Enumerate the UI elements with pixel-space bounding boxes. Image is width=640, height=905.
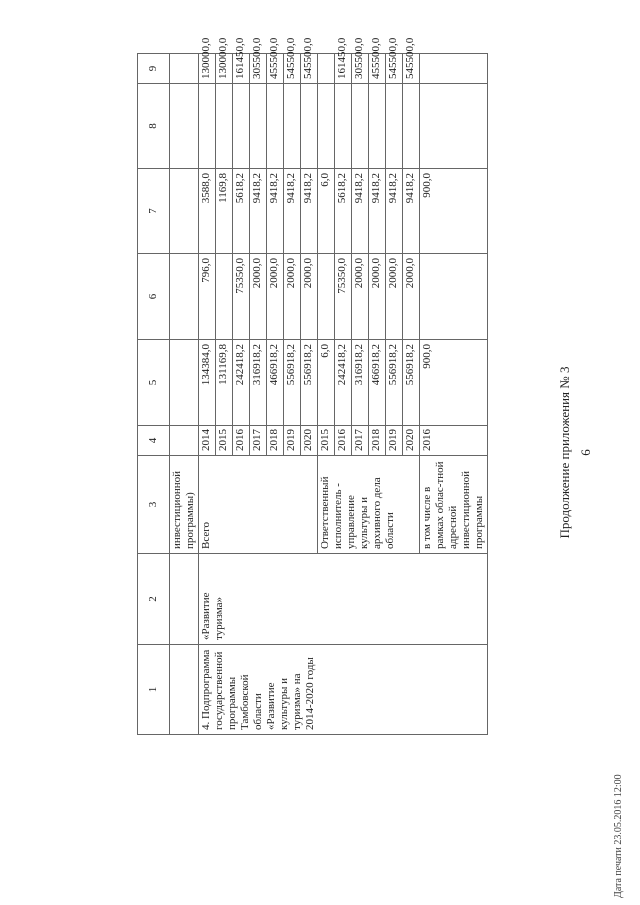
amount-cell: 134384,0 bbox=[199, 340, 216, 426]
subprogram-name-cell: «Развитие туризма» bbox=[199, 554, 488, 645]
print-date: Дата печати 23.05.2016 12:00 bbox=[613, 774, 624, 898]
amount-cell bbox=[284, 84, 301, 169]
year-cell: 2015 bbox=[216, 426, 233, 456]
year-cell: 2017 bbox=[352, 426, 369, 456]
section-label-cell: Всего bbox=[199, 456, 318, 554]
amount-cell: 556918,2 bbox=[386, 340, 403, 426]
amount-cell bbox=[318, 84, 335, 169]
amount-cell: 75350,0 bbox=[233, 254, 250, 340]
year-cell: 2019 bbox=[386, 426, 403, 456]
amount-cell: 796,0 bbox=[199, 254, 216, 340]
amount-cell: 466918,2 bbox=[369, 340, 386, 426]
amount-cell: 6,0 bbox=[318, 169, 335, 254]
amount-cell bbox=[335, 84, 352, 169]
amount-cell: 900,0 bbox=[420, 169, 488, 254]
amount-cell: 3588,0 bbox=[199, 169, 216, 254]
table-row bbox=[199, 54, 216, 735]
amount-cell: 545500,0 bbox=[403, 54, 420, 84]
amount-cell bbox=[318, 254, 335, 340]
amount-cell bbox=[420, 54, 488, 84]
year-cell: 2020 bbox=[301, 426, 318, 456]
amount-cell: 242418,2 bbox=[335, 340, 352, 426]
continuation-row bbox=[170, 54, 199, 735]
amount-cell: 9418,2 bbox=[386, 169, 403, 254]
amount-cell: 9418,2 bbox=[267, 169, 284, 254]
header-row bbox=[138, 54, 170, 735]
amount-cell: 130000,0 bbox=[216, 54, 233, 84]
amount-cell bbox=[216, 254, 233, 340]
section-label-cell: Ответственный исполнитель - управление культуры и архивного дела области bbox=[318, 456, 420, 554]
amount-cell: 2000,0 bbox=[386, 254, 403, 340]
amount-cell: 316918,2 bbox=[250, 340, 267, 426]
year-cell: 2017 bbox=[250, 426, 267, 456]
header-cell: 8 bbox=[138, 84, 170, 169]
amount-cell: 9418,2 bbox=[403, 169, 420, 254]
amount-cell: 131169,8 bbox=[216, 340, 233, 426]
header-cell: 6 bbox=[138, 254, 170, 340]
page-number: 6 bbox=[578, 449, 593, 456]
header-cell: 5 bbox=[138, 340, 170, 426]
year-cell: 2014 bbox=[199, 426, 216, 456]
amount-cell: 5618,2 bbox=[233, 169, 250, 254]
amount-cell: 900,0 bbox=[420, 340, 488, 426]
year-cell: 2016 bbox=[420, 426, 488, 456]
amount-cell: 556918,2 bbox=[301, 340, 318, 426]
amount-cell bbox=[216, 84, 233, 169]
amount-cell: 2000,0 bbox=[301, 254, 318, 340]
amount-cell: 545500,0 bbox=[301, 54, 318, 84]
amount-cell: 556918,2 bbox=[284, 340, 301, 426]
amount-cell: 6,0 bbox=[318, 340, 335, 426]
amount-cell: 455500,0 bbox=[267, 54, 284, 84]
appendix-continuation-heading: Продолжение приложения № 3 bbox=[557, 366, 572, 539]
amount-cell bbox=[420, 84, 488, 169]
header-cell: 1 bbox=[138, 645, 170, 735]
amount-cell: 455500,0 bbox=[369, 54, 386, 84]
amount-cell: 9418,2 bbox=[284, 169, 301, 254]
amount-cell: 9418,2 bbox=[352, 169, 369, 254]
subprogram-title-cell: 4. Подпрограмма государственной программы Тамбовской области «Развитие культуры и туризма» на 2014-2020 годы bbox=[199, 645, 488, 735]
amount-cell bbox=[403, 84, 420, 169]
amount-cell: 316918,2 bbox=[352, 340, 369, 426]
year-cell: 2016 bbox=[335, 426, 352, 456]
amount-cell: 2000,0 bbox=[369, 254, 386, 340]
amount-cell: 9418,2 bbox=[369, 169, 386, 254]
amount-cell bbox=[233, 84, 250, 169]
amount-cell: 305500,0 bbox=[250, 54, 267, 84]
amount-cell: 2000,0 bbox=[284, 254, 301, 340]
amount-cell bbox=[318, 54, 335, 84]
amount-cell: 9418,2 bbox=[250, 169, 267, 254]
year-cell: 2018 bbox=[267, 426, 284, 456]
amount-cell: 161450,0 bbox=[233, 54, 250, 84]
amount-cell: 1169,8 bbox=[216, 169, 233, 254]
amount-cell: 305500,0 bbox=[352, 54, 369, 84]
amount-cell: 161450,0 bbox=[335, 54, 352, 84]
amount-cell: 466918,2 bbox=[267, 340, 284, 426]
amount-cell bbox=[250, 84, 267, 169]
amount-cell: 242418,2 bbox=[233, 340, 250, 426]
amount-cell: 2000,0 bbox=[352, 254, 369, 340]
amount-cell bbox=[420, 254, 488, 340]
header-cell: 9 bbox=[138, 54, 170, 84]
budget-table bbox=[137, 37, 488, 735]
amount-cell: 75350,0 bbox=[335, 254, 352, 340]
amount-cell: 9418,2 bbox=[301, 169, 318, 254]
amount-cell: 130000,0 bbox=[199, 54, 216, 84]
header-cell: 7 bbox=[138, 169, 170, 254]
table-body bbox=[138, 37, 488, 735]
section-label-cell: в том числе в рамках облас-тной адресной инвестиционной программы bbox=[420, 456, 488, 554]
amount-cell: 2000,0 bbox=[403, 254, 420, 340]
amount-cell: 556918,2 bbox=[403, 340, 420, 426]
amount-cell bbox=[301, 84, 318, 169]
amount-cell: 2000,0 bbox=[250, 254, 267, 340]
amount-cell bbox=[352, 84, 369, 169]
amount-cell: 2000,0 bbox=[267, 254, 284, 340]
header-cell: 4 bbox=[138, 426, 170, 456]
amount-cell: 5618,2 bbox=[335, 169, 352, 254]
year-cell: 2016 bbox=[233, 426, 250, 456]
amount-cell bbox=[199, 84, 216, 169]
continued-text: инвестиционной программы) bbox=[170, 456, 199, 554]
amount-cell: 545500,0 bbox=[284, 54, 301, 84]
amount-cell bbox=[267, 84, 284, 169]
header-cell: 3 bbox=[138, 456, 170, 554]
year-cell: 2020 bbox=[403, 426, 420, 456]
amount-cell: 545500,0 bbox=[386, 54, 403, 84]
amount-cell bbox=[369, 84, 386, 169]
year-cell: 2018 bbox=[369, 426, 386, 456]
amount-cell bbox=[386, 84, 403, 169]
year-cell: 2019 bbox=[284, 426, 301, 456]
year-cell: 2015 bbox=[318, 426, 335, 456]
header-cell: 2 bbox=[138, 554, 170, 645]
